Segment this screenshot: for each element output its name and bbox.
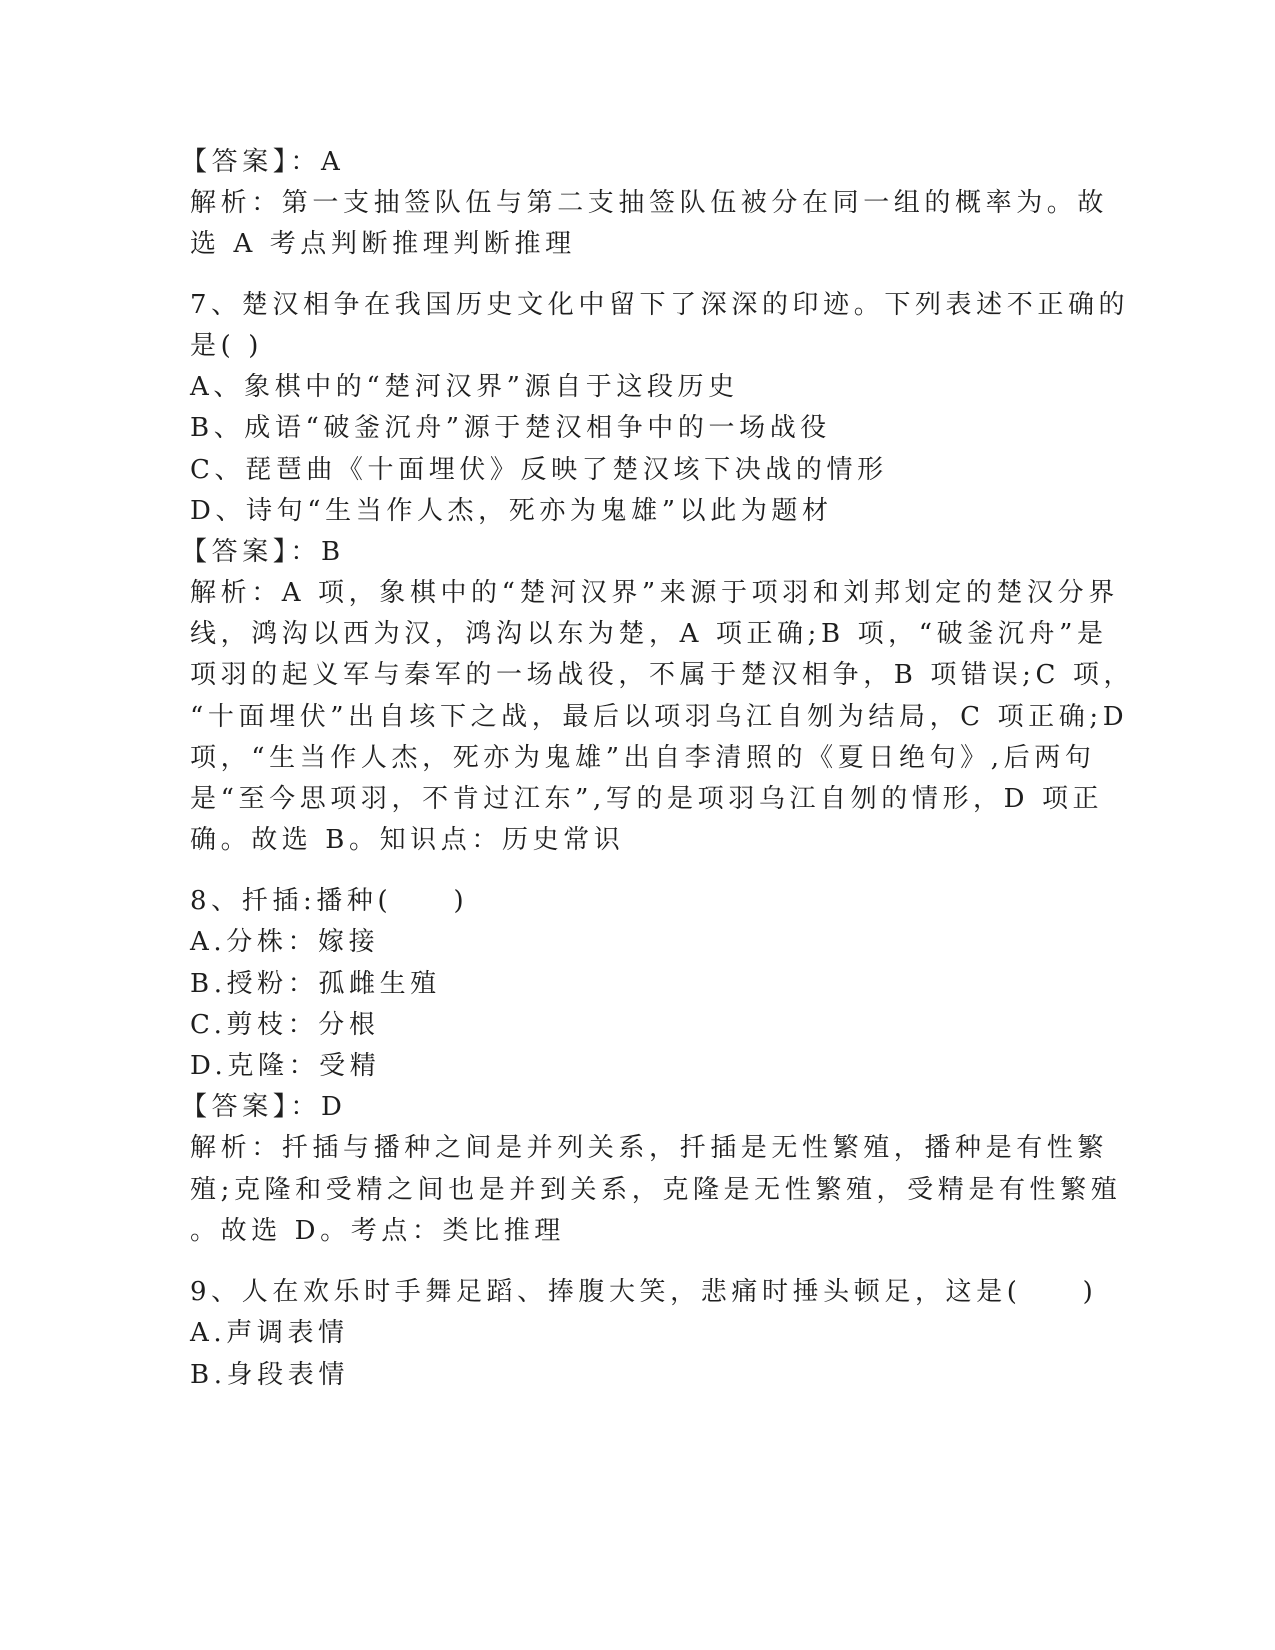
question-8-option-b: B.授粉：孤雌生殖 xyxy=(190,969,441,999)
explanation-text: 解析：扦插与播种之间是并列关系，扦插是无性繁殖，播种是有性繁 xyxy=(190,1133,1109,1163)
explanation-text: 项，“生当作人杰，死亦为鬼雄”出自李清照的《夏日绝句》,后两句 xyxy=(190,743,1096,773)
explanation-text: 确。故选 B。知识点：历史常识 xyxy=(190,825,625,855)
question-9-stem: 9、人在欢乐时手舞足蹈、捧腹大笑，悲痛时捶头顿足，这是( ) xyxy=(190,1277,1098,1307)
question-7-option-a: A、象棋中的“楚河汉界”源自于这段历史 xyxy=(190,372,739,402)
question-7-option-b: B、成语“破釜沉舟”源于楚汉相争中的一场战役 xyxy=(190,413,831,443)
question-9-option-a: A.声调表情 xyxy=(190,1318,349,1348)
explanation-text: 解析：第一支抽签队伍与第二支抽签队伍被分在同一组的概率为。故 xyxy=(190,188,1109,218)
explanation-text: “十面埋伏”出自垓下之战，最后以项羽乌江自刎为结局，C 项正确;D xyxy=(190,702,1129,732)
question-8-option-a: A.分株：嫁接 xyxy=(190,927,380,957)
answer-label: 【答案】：B xyxy=(181,537,345,567)
explanation-text: 是“至今思项羽，不肯过江东”,写的是项羽乌江自刎的情形，D 项正 xyxy=(190,784,1104,814)
question-8-stem: 8、扦插:播种( ) xyxy=(190,886,469,916)
question-7-option-c: C、琵琶曲《十面埋伏》反映了楚汉垓下决战的情形 xyxy=(190,455,888,485)
question-8-option-d: D.克隆：受精 xyxy=(190,1051,381,1081)
explanation-text: 殖;克隆和受精之间也是并到关系，克隆是无性繁殖，受精是有性繁殖 xyxy=(190,1175,1122,1205)
answer-label: 【答案】：A xyxy=(181,147,345,177)
question-9-option-b: B.身段表情 xyxy=(190,1360,349,1390)
explanation-text: 。故选 D。考点：类比推理 xyxy=(190,1216,565,1246)
answer-label: 【答案】：D xyxy=(181,1092,347,1122)
question-7-stem: 7、楚汉相争在我国历史文化中留下了深深的印迹。下列表述不正确的 xyxy=(190,290,1130,320)
explanation-text: 项羽的起义军与秦军的一场战役，不属于楚汉相争，B 项错误;C 项， xyxy=(190,660,1135,690)
explanation-text: 解析：A 项，象棋中的“楚河汉界”来源于项羽和刘邦划定的楚汉分界 xyxy=(190,578,1119,608)
question-8-option-c: C.剪枝：分根 xyxy=(190,1010,380,1040)
question-7-stem: 是( ) xyxy=(190,331,263,361)
explanation-text: 选 A 考点判断推理判断推理 xyxy=(190,229,576,259)
explanation-text: 线，鸿沟以西为汉，鸿沟以东为楚，A 项正确;B 项，“破釜沉舟”是 xyxy=(190,619,1108,649)
question-7-option-d: D、诗句“生当作人杰，死亦为鬼雄”以此为题材 xyxy=(190,496,833,526)
